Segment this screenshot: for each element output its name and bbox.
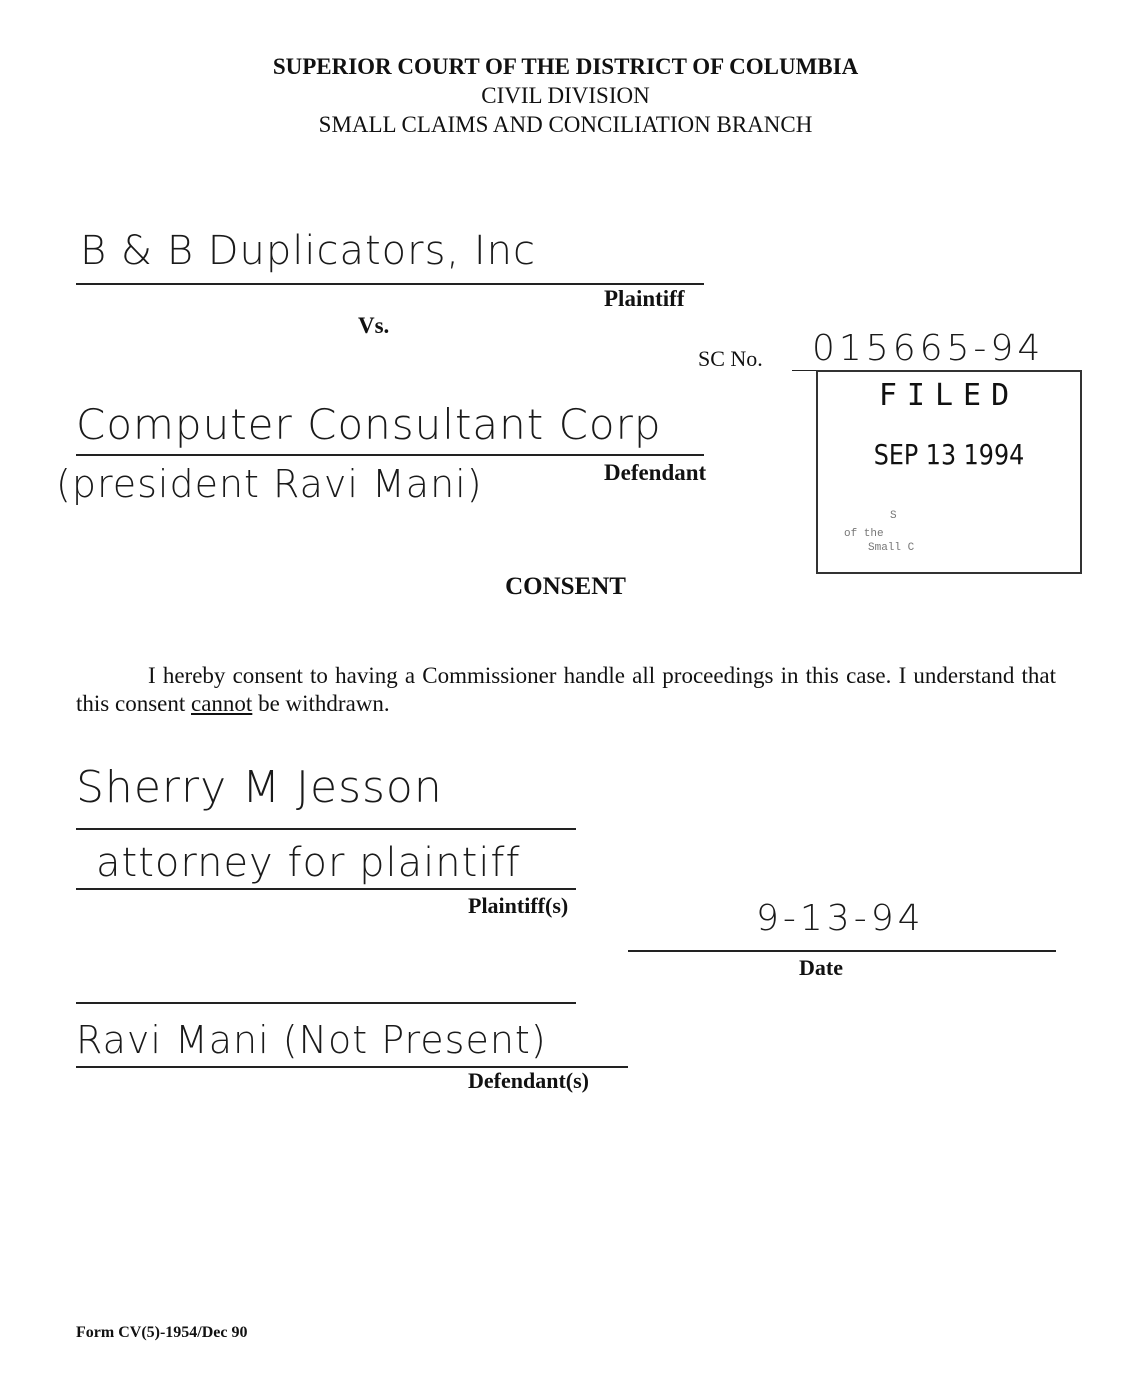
filed-stamp [816,370,1082,574]
plaintiff-name-handwritten: B & B Duplicators, Inc [80,228,537,274]
sc-no-label: SC No. [698,346,763,371]
filed-stamp-title: FILED [878,378,1020,413]
defendant-signature-handwritten: Ravi Mani (Not Present) [76,1018,547,1062]
date-line [628,950,1056,952]
plaintiffs-label: Plaintiff(s) [468,893,569,918]
defendant-name-line1-handwritten: Computer Consultant Corp [76,400,662,449]
consent-statement-part2: be withdrawn. [252,691,390,716]
division-name: CIVIL DIVISION [481,83,650,108]
filed-stamp-faint-2: of the [844,528,884,540]
form-id: Form CV(5)-1954/Dec 90 [76,1324,248,1341]
plaintiff-signature-handwritten: Sherry M Jesson [76,762,443,813]
plaintiff-signature-line [76,828,576,830]
versus-label: Vs. [358,313,390,338]
defendant-label: Defendant [604,460,707,485]
date-label: Date [799,955,843,980]
plaintiff-line [76,283,704,285]
branch-name: SMALL CLAIMS AND CONCILIATION BRANCH [318,112,813,137]
plaintiff-role-handwritten: attorney for plaintiff [96,840,521,886]
filed-stamp-faint-1: S [890,510,897,522]
filed-stamp-faint-3: Small C [868,542,915,554]
defendants-label: Defendant(s) [468,1068,589,1093]
document-title: CONSENT [505,573,626,600]
sc-no-value-handwritten: 015665-94 [812,328,1045,369]
plaintiff-role-line [76,888,576,890]
consent-statement-part1: I hereby consent to having a Commissioner handle all proceedings in this case. I understand that this consent [76,663,1056,716]
date-handwritten: 9-13-94 [756,898,925,939]
filed-stamp-date: SEP 13 1994 [873,438,1025,471]
defendant-blank-line [76,1002,576,1004]
defendant-line [76,454,704,456]
defendant-name-line2-handwritten: (president Ravi Mani) [56,462,483,506]
consent-statement [76,662,1056,718]
consent-statement-emphasis: cannot [191,691,253,716]
plaintiff-label: Plaintiff [604,286,685,311]
court-name: SUPERIOR COURT OF THE DISTRICT OF COLUMBIA [272,54,859,79]
